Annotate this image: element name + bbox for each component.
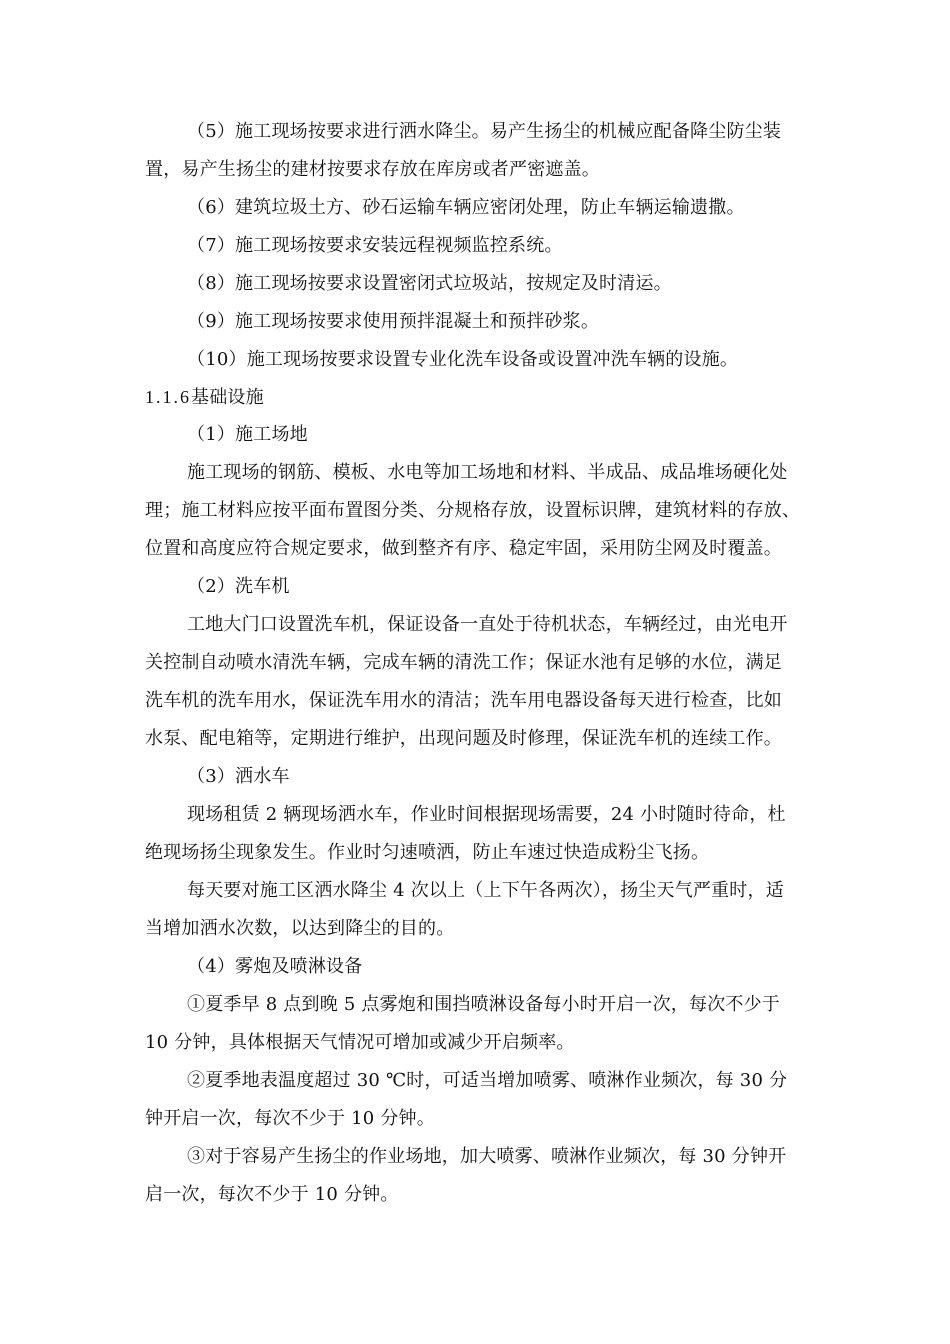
paragraph-line: 钟开启一次，每次不少于 10 分钟。 — [145, 1108, 435, 1129]
subheading-line: （1）施工场地 — [187, 424, 308, 445]
paragraph-line: 当增加洒水次数，以达到降尘的目的。 — [145, 918, 455, 939]
paragraph-line: 现场租赁 2 辆现场洒水车，作业时间根据现场需要，24 小时随时待命，杜 — [187, 804, 786, 825]
paragraph-line: （8）施工现场按要求设置密闭式垃圾站，按规定及时清运。 — [187, 273, 672, 294]
paragraph-line: ②夏季地表温度超过 30 ℃时，可适当增加喷雾、喷淋作业频次，每 30 分 — [187, 1070, 788, 1091]
section-title: 基础设施 — [191, 387, 264, 408]
paragraph-line: ③对于容易产生扬尘的作业场地，加大喷雾、喷淋作业频次，每 30 分钟开 — [187, 1146, 787, 1167]
paragraph-line: （9）施工现场按要求使用预拌混凝土和预拌砂浆。 — [187, 311, 600, 332]
paragraph-line: 施工现场的钢筋、模板、水电等加工场地和材料、半成品、成品堆场硬化处 — [187, 462, 788, 483]
paragraph-line: 每天要对施工区洒水降尘 4 次以上（上下午各两次），扬尘天气严重时，适 — [187, 880, 784, 901]
subheading-line: （2）洗车机 — [187, 576, 290, 597]
paragraph-line: 10 分钟，具体根据天气情况可增加或减少开启频率。 — [145, 1032, 575, 1053]
subheading-line: （4）雾炮及喷淋设备 — [187, 956, 363, 977]
paragraph-line: 启一次，每次不少于 10 分钟。 — [145, 1184, 399, 1205]
paragraph-line: （10）施工现场按要求设置专业化洗车设备或设置冲洗车辆的设施。 — [187, 349, 739, 370]
paragraph-line: 洗车机的洗车用水，保证洗车用水的清洁；洗车用电器设备每天进行检查，比如 — [145, 690, 782, 711]
paragraph-line: （7）施工现场按要求安装远程视频监控系统。 — [187, 235, 563, 256]
paragraph-line: 理；施工材料应按平面布置图分类、分规格存放，设置标识牌，建筑材料的存放、 — [145, 500, 801, 521]
paragraph-line: （6）建筑垃圾土方、砂石运输车辆应密闭处理，防止车辆运输遗撒。 — [187, 197, 745, 218]
paragraph-line: （5）施工现场按要求进行洒水降尘。易产生扬尘的机械应配备降尘防尘装 — [187, 121, 782, 142]
paragraph-line: 关控制自动喷水清洗车辆，完成车辆的清洗工作；保证水池有足够的水位，满足 — [145, 652, 782, 673]
paragraph-line: 位置和高度应符合规定要求，做到整齐有序、稳定牢固，采用防尘网及时覆盖。 — [145, 538, 782, 559]
paragraph-line: 水泵、配电箱等，定期进行维护，出现问题及时修理，保证洗车机的连续工作。 — [145, 728, 782, 749]
paragraph-line: 工地大门口设置洗车机，保证设备一直处于待机状态，车辆经过，由光电开 — [187, 614, 788, 635]
subheading-line: （3）洒水车 — [187, 766, 290, 787]
paragraph-line: 绝现场扬尘现象发生。作业时匀速喷洒，防止车速过快造成粉尘飞扬。 — [145, 842, 710, 863]
section-heading — [145, 386, 264, 409]
paragraph-line: ①夏季早 8 点到晚 5 点雾炮和围挡喷淋设备每小时开启一次，每次不少于 — [187, 994, 780, 1015]
section-number: 1.1.6 — [145, 387, 191, 407]
paragraph-line: 置，易产生扬尘的建材按要求存放在库房或者严密遮盖。 — [145, 159, 600, 180]
